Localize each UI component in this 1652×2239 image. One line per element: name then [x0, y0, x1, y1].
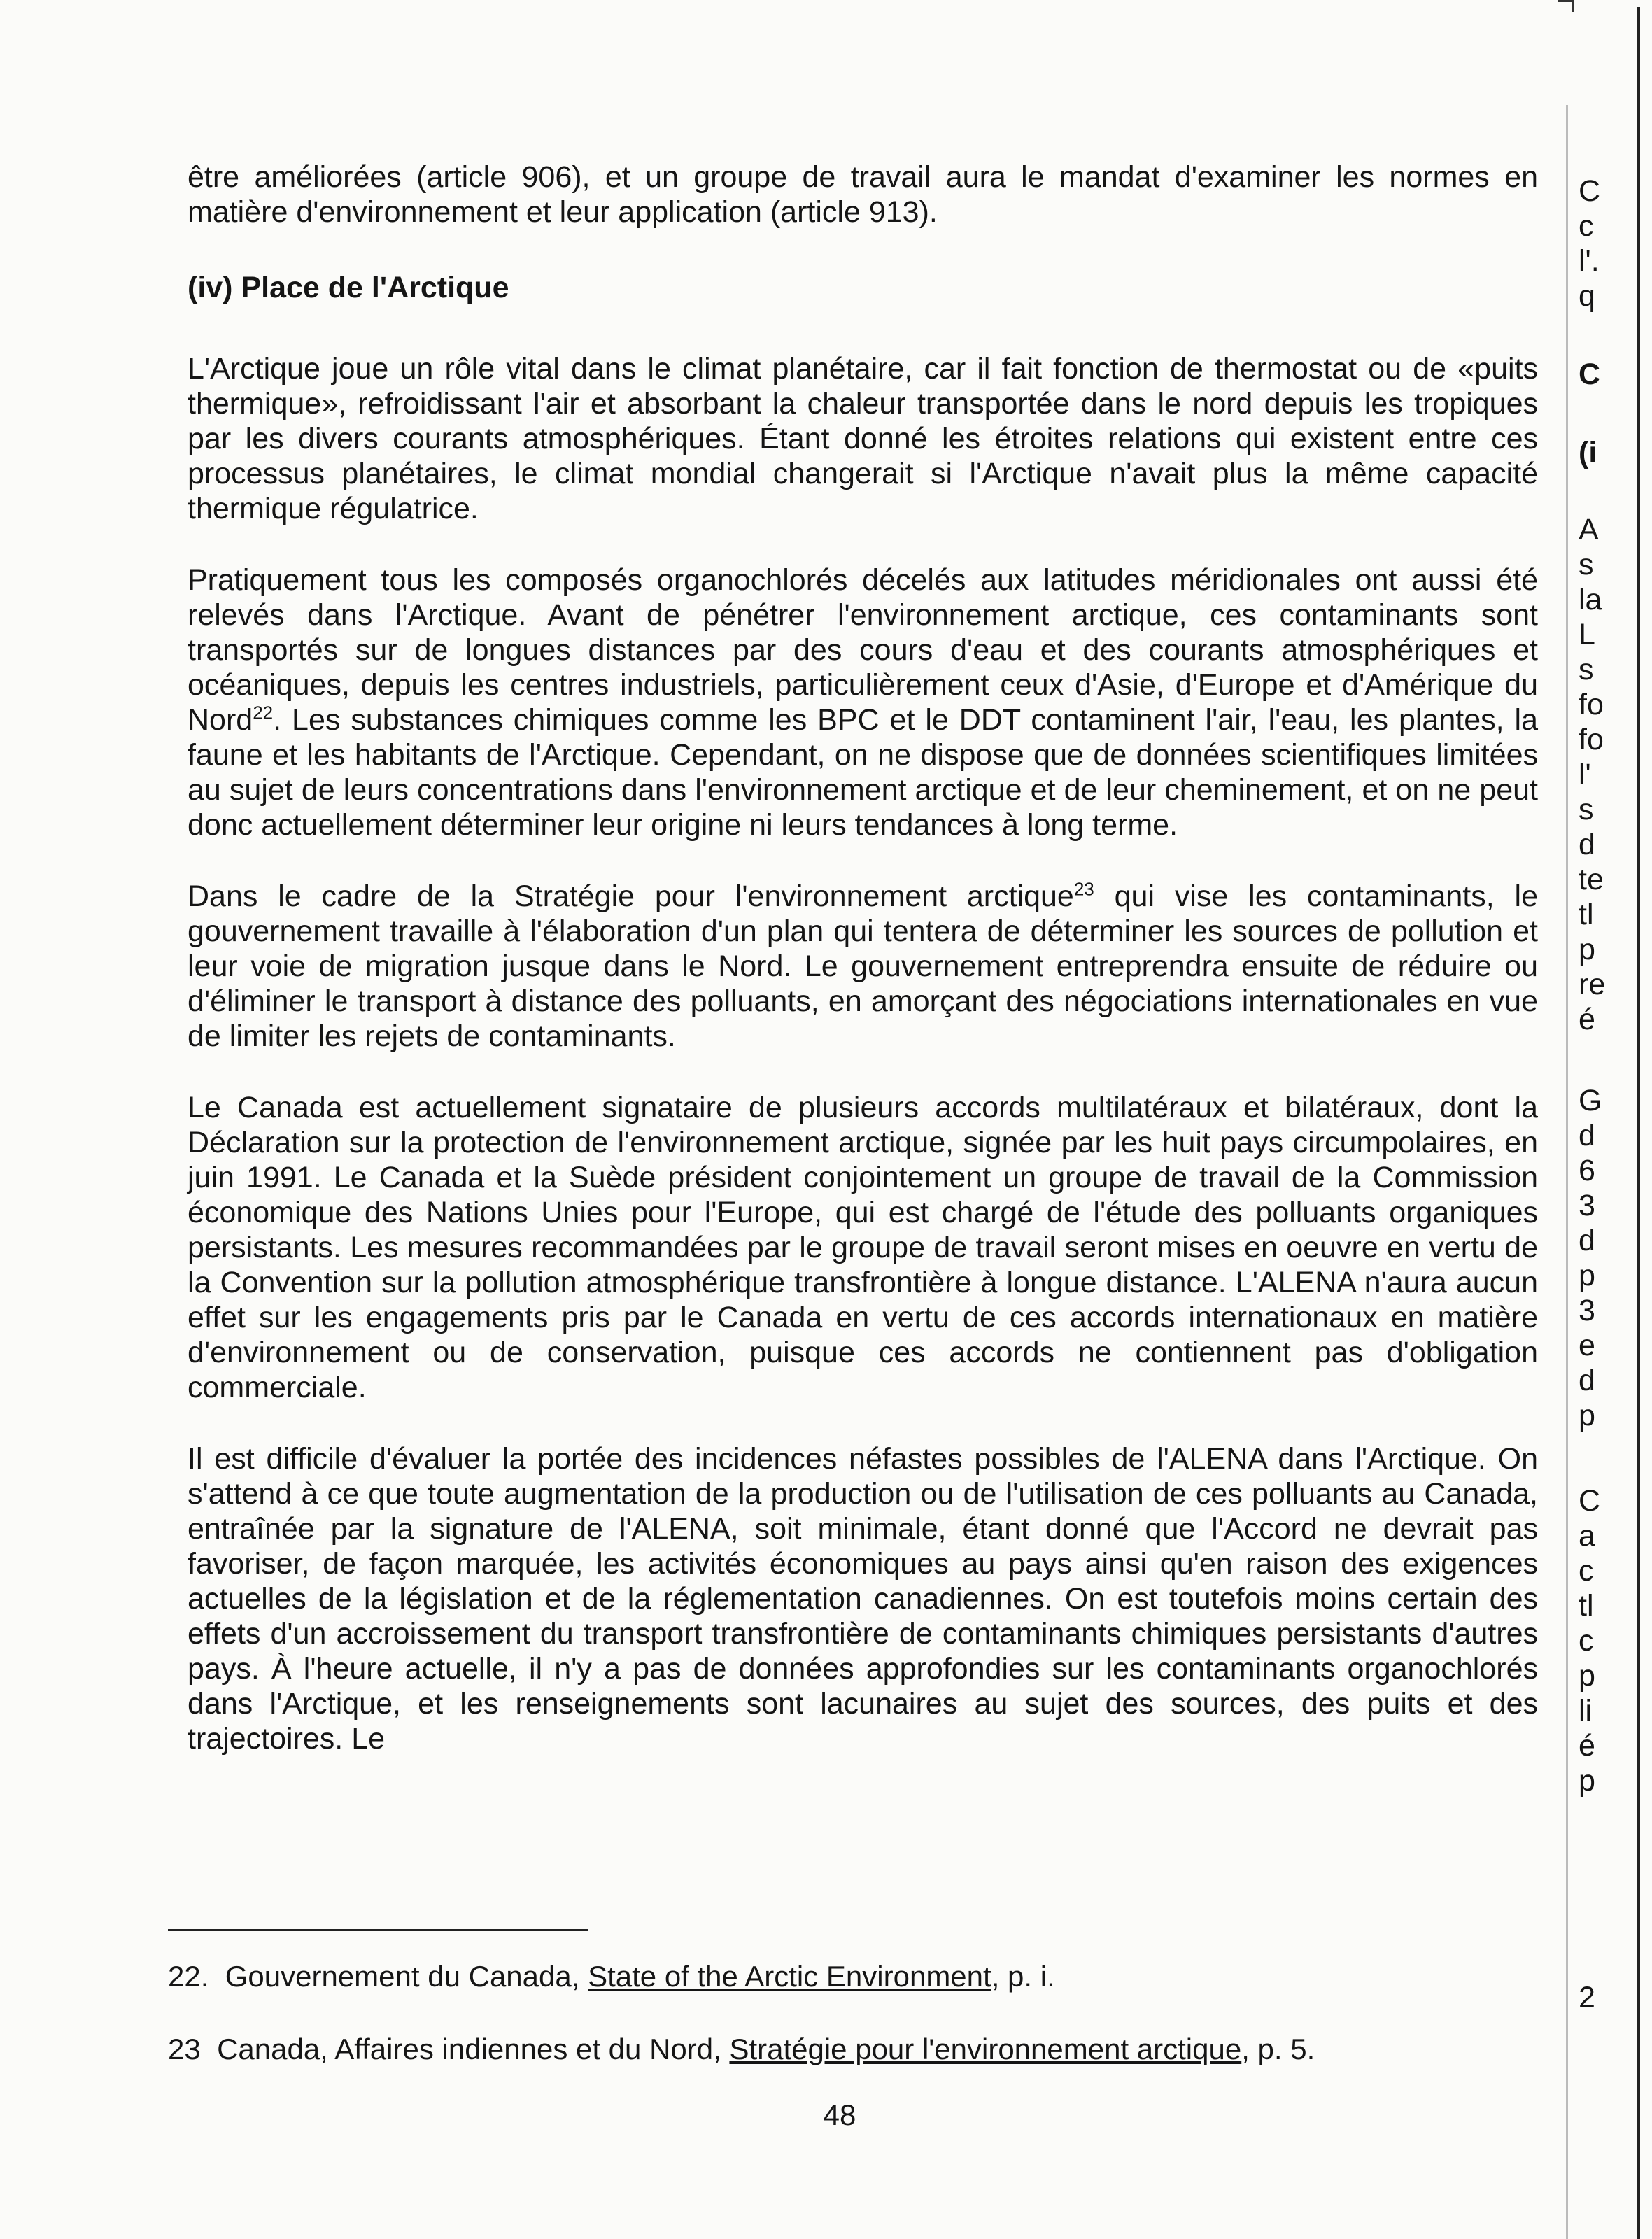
- bleed-fragment: A: [1579, 513, 1599, 546]
- bleed-fragment: l'.: [1579, 244, 1600, 278]
- bleed-fragment: s: [1579, 793, 1594, 826]
- bleed-fragment: C: [1579, 1484, 1601, 1518]
- bleed-fragment: 6: [1579, 1154, 1595, 1187]
- footnote-number: 23: [168, 2033, 201, 2065]
- bleed-fragment: 2: [1579, 1981, 1595, 2014]
- bleed-fragment: e: [1579, 1329, 1595, 1362]
- footnote-ref-23[interactable]: 23: [1073, 878, 1094, 900]
- footnote-ref-22[interactable]: 22: [253, 702, 274, 723]
- bleed-fragment: s: [1579, 653, 1594, 686]
- bleed-fragment: d: [1579, 1224, 1595, 1257]
- bleed-fragment: l': [1579, 758, 1591, 791]
- bleed-fragment: p: [1579, 1259, 1595, 1292]
- bleed-fragment: C: [1579, 358, 1601, 391]
- bleed-fragment: d: [1579, 828, 1595, 861]
- section-heading: (iv) Place de l'Arctique: [188, 271, 509, 304]
- bleed-fragment: re: [1579, 968, 1606, 1001]
- bleed-fragment: (i: [1579, 436, 1597, 469]
- bleed-fragment: q: [1579, 279, 1595, 313]
- bleed-fragment: é: [1579, 1729, 1595, 1763]
- bleed-fragment: c: [1579, 1624, 1594, 1658]
- bleed-fragment: s: [1579, 548, 1594, 581]
- footnote-22: [168, 1959, 1539, 1994]
- footnote-page: , p. 5.: [1241, 2033, 1315, 2065]
- bleed-fragment: p: [1579, 933, 1595, 966]
- footnote-text: Canada, Affaires indiennes et du Nord,: [217, 2033, 730, 2065]
- footnote-number: 22.: [168, 1960, 209, 1993]
- footnote-source-title: Stratégie pour l'environnement arctique: [729, 2033, 1242, 2065]
- paragraph-alena-impacts: Il est difficile d'évaluer la portée des incidences néfastes possibles de l'ALENA dans l'Arctique. On s'attend à ce que toute augmentation de la production ou de l'utilisation de ces polluants au Canada, entraînée par la signature de l'ALENA, soit minimale, étant donné que l'Accord ne devrait pas favoriser, de façon marquée, les activités économiques au pays ainsi qu'en raison des exigences actuelles de la législation et de la réglementation canadiennes. On est toutefois moins certain des effets d'un accroissement du transport transfrontière de contaminants chimiques persistants d'autres pays. À l'heure actuelle, il n'y a pas de données approfondies sur les contaminants organochlorés dans l'Arctique, et les renseignements sont lacunaires au sujet des sources, des puits et des trajectoires. Le: [188, 1442, 1538, 1756]
- paragraph-arctic-climate: L'Arctique joue un rôle vital dans le climat planétaire, car il fait fonction de thermostat ou de «puits thermique», refroidissant l'air et absorbant la chaleur transportée dans le nord depuis les tropiques par les divers courants atmosphériques. Étant donné les étroites relations qui existent entre ces processus planétaires, le climat mondial changerait si l'Arctique n'avait plus la même capacité thermique régulatrice.: [188, 352, 1538, 525]
- footnote-23: [168, 2032, 1539, 2067]
- bleed-fragment: fo: [1579, 723, 1604, 756]
- bleed-fragment: d: [1579, 1119, 1595, 1152]
- para2-text-a: Pratiquement tous les composés organochlorés décelés aux latitudes méridionales ont aussi été relevés dans l'Arctique. Avant de pénétrer l'environnement arctique, ces contaminants sont transportés sur de longues distances par des cours d'eau et des courants atmosphériques et océaniques, depuis les centres industriels, particulièrement ceux d'Asie, d'Europe et d'Amérique du Nord: [188, 563, 1538, 737]
- bleed-fragment: a: [1579, 1519, 1595, 1553]
- bleed-fragment: C: [1579, 174, 1601, 208]
- footnote-text: Gouvernement du Canada,: [225, 1960, 588, 1993]
- bleed-fragment: 3: [1579, 1189, 1595, 1222]
- footnote-divider: [168, 1929, 588, 1931]
- paragraph-strategy: [188, 879, 1538, 1054]
- para3-text-a: Dans le cadre de la Stratégie pour l'environnement arctique: [188, 880, 1074, 913]
- footnote-page: , p. i.: [991, 1960, 1055, 1993]
- bleed-fragment: c: [1579, 209, 1594, 243]
- bleed-fragment: p: [1579, 1764, 1595, 1797]
- bleed-fragment: la: [1579, 583, 1602, 616]
- main-text-column: [188, 160, 1538, 1793]
- bleed-fragment: p: [1579, 1659, 1595, 1693]
- bleed-fragment: c: [1579, 1554, 1594, 1588]
- para3-text-b: qui vise les contaminants, le gouvernement travaille à l'élaboration d'un plan qui tentera de déterminer les sources de pollution et leur voie de migration jusque dans le Nord. Le gouvernement entreprendra ensuite de réduire ou d'éliminer le transport à distance des polluants, en amorçant des négociations internationales en vue de limiter les rejets de contaminants.: [188, 880, 1538, 1053]
- bleed-fragment: li: [1579, 1694, 1593, 1728]
- bleed-fragment: p: [1579, 1399, 1595, 1432]
- bleed-fragment: te: [1579, 863, 1604, 896]
- bleed-fragment: tl: [1579, 1589, 1594, 1623]
- bleed-fragment: é: [1579, 1003, 1595, 1036]
- bleed-fragment: tl: [1579, 898, 1594, 931]
- page-number: 48: [823, 2098, 856, 2131]
- bleed-fragment: G: [1579, 1084, 1602, 1117]
- para2-text-b: . Les substances chimiques comme les BPC et le DDT contaminent l'air, l'eau, les plantes, la faune et les habitants de l'Arctique. Cependant, on ne dispose que de données scientifiques limitées au sujet de leurs concentrations dans l'environnement arctique et de leur cheminement, et on ne peut donc actuellement déterminer leur origine ni leurs tendances à long terme.: [188, 703, 1538, 842]
- paragraph-agreements: Le Canada est actuellement signataire de plusieurs accords multilatéraux et bilatéraux, dont la Déclaration sur la protection de l'environnement arctique, signée par les huit pays circumpolaires, en juin 1991. Le Canada et la Suède président conjointement un groupe de travail de la Commission économique des Nations Unies pour l'Europe, qui est chargé de l'étude des polluants organiques persistants. Les mesures recommandées par le groupe de travail seront mises en oeuvre en vertu de la Convention sur la pollution atmosphérique transfrontière à longue distance. L'ALENA n'aura aucun effet sur les engagements pris par le Canada en vertu de ces accords internationaux en matière d'environnement ou de conservation, puisque ces accords ne contiennent pas d'obligation commerciale.: [188, 1091, 1538, 1404]
- bleed-fragment: fo: [1579, 688, 1604, 721]
- adjacent-page-bleed: [1567, 0, 1652, 2239]
- bleed-fragment: L: [1579, 618, 1595, 651]
- bleed-fragment: 3: [1579, 1294, 1595, 1327]
- bleed-fragment: d: [1579, 1364, 1595, 1397]
- footnote-source-title: State of the Arctic Environment: [588, 1960, 991, 1993]
- paragraph-organochlorines: [188, 563, 1538, 842]
- continuation-paragraph: être améliorées (article 906), et un groupe de travail aura le mandat d'examiner les normes en matière d'environnement et leur application (article 913).: [188, 160, 1538, 229]
